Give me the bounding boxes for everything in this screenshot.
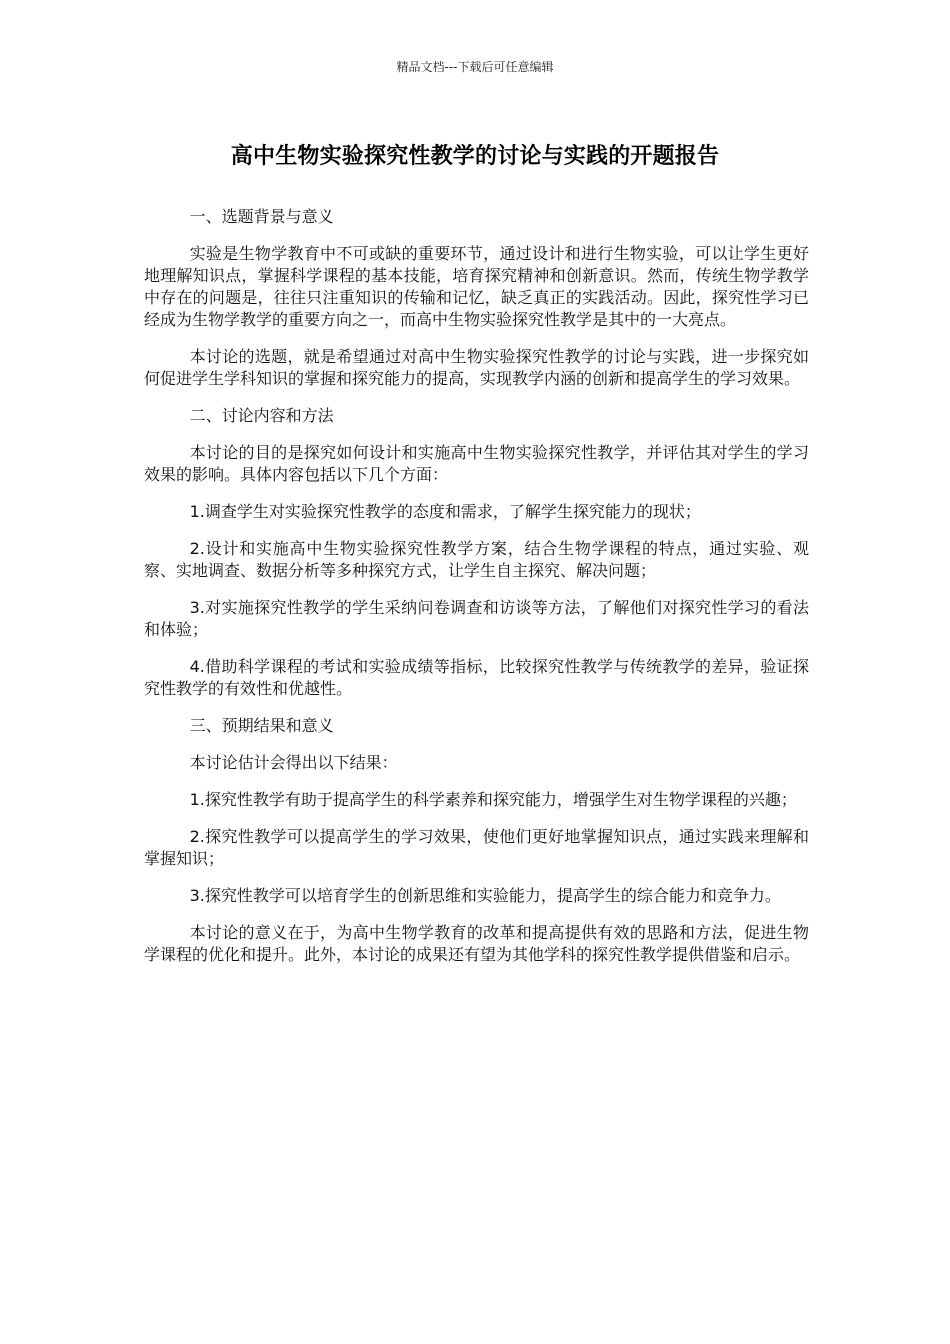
header-note: 精品文档---下载后可任意编辑 (396, 60, 554, 74)
list-item-method-1: 1.调查学生对实验探究性教学的态度和需求，了解学生探究能力的现状； (189, 502, 701, 521)
paragraph-significance: 本讨论的意义在于，为高中生物学教育的改革和提高提供有效的思路和方法，促进生物学课程的优化和提升。此外，本讨论的成果还有望为其他学科的探究性教学提供借鉴和启示。 (144, 923, 809, 964)
list-item-result-2: 2.探究性教学可以提高学生的学习效果，使他们更好地掌握知识点，通过实践来理解和掌握知识； (144, 827, 809, 868)
paragraph-methods-intro: 本讨论的目的是探究如何设计和实施高中生物实验探究性教学，并评估其对学生的学习效果的影响。具体内容包括以下几个方面： (144, 443, 809, 484)
paragraph-results-intro: 本讨论估计会得出以下结果： (189, 753, 398, 772)
page-title: 高中生物实验探究性教学的讨论与实践的开题报告 (230, 144, 720, 169)
list-item-method-3: 3.对实施探究性教学的学生采纳问卷调查和访谈等方法，了解他们对探究性学习的看法和体验； (144, 598, 809, 639)
section-heading-methods: 二、讨论内容和方法 (189, 406, 334, 425)
list-item-method-2: 2.设计和实施高中生物实验探究性教学方案，结合生物学课程的特点，通过实验、观察、实地调查、数据分析等多种探究方式，让学生自主探究、解决问题； (144, 539, 809, 580)
paragraph-background-1: 实验是生物学教育中不可或缺的重要环节，通过设计和进行生物实验，可以让学生更好地理解知识点，掌握科学课程的基本技能，培育探究精神和创新意识。然而，传统生物学教学中存在的问题是，往往只注重知识的传输和记忆，缺乏真正的实践活动。因此，探究性学习已经成为生物学教学的重要方向之一，而高中生物实验探究性教学是其中的一大亮点。 (144, 244, 809, 329)
section-heading-results: 三、预期结果和意义 (189, 716, 334, 735)
list-item-result-1: 1.探究性教学有助于提高学生的科学素养和探究能力，增强学生对生物学课程的兴趣； (189, 790, 797, 809)
list-item-method-4: 4.借助科学课程的考试和实验成绩等指标，比较探究性教学与传统教学的差异，验证探究性教学的有效性和优越性。 (144, 657, 809, 698)
paragraph-background-2: 本讨论的选题，就是希望通过对高中生物实验探究性教学的讨论与实践，进一步探究如何促进学生学科知识的掌握和探究能力的提高，实现教学内涵的创新和提高学生的学习效果。 (144, 347, 809, 388)
section-heading-background: 一、选题背景与意义 (189, 207, 334, 226)
document-body (144, 206, 809, 981)
list-item-result-3: 3.探究性教学可以培育学生的创新思维和实验能力，提高学生的综合能力和竞争力。 (189, 886, 781, 905)
